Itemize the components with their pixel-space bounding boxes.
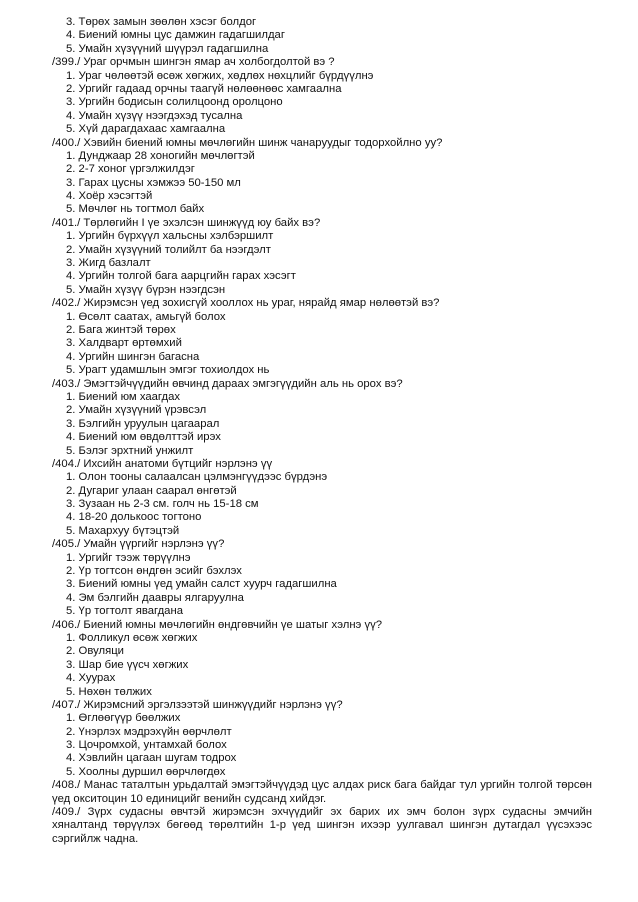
option-item: 4. Эм бэлгийн даавры ялгаруулна — [66, 591, 244, 604]
option-item: 5. Мөчлөг нь тогтмол байх — [66, 203, 205, 216]
paragraph-409: /409./ Зүрх судасны өвчтэй жирэмсэн эхчүүдийг эх барих их эмч болон зүрх судасны эмчийн хяналтанд төрүүлэх бөгөөд төрөлтийн 1-р үед шингэн ихээр уулгавал шингэн дутагдал үүсэхээс сэргийлж чадна. — [52, 806, 592, 845]
question-403 — [52, 378, 592, 458]
option-item: 3. Төрөх замын зөөлөн хэсэг болдог — [66, 16, 257, 28]
option-item: 4. Ургийн шингэн багасна — [66, 350, 200, 363]
option-item: 2. Ургийг гадаад орчны таагүй нөлөөнөөс хамгаална — [66, 82, 342, 95]
question-text: /404./ Ихсийн анатоми бүтцийг нэрлэнэ үү — [52, 457, 273, 470]
option-item: 3. Цочромхой, унтамхай болох — [66, 739, 227, 752]
option-item: 5. Махархуу бүтэцтэй — [66, 524, 180, 537]
question-text: /399./ Ураг орчмын шингэн ямар ач холбогдолтой вэ ? — [52, 56, 335, 69]
option-item: 3. Бэлгийн уруулын цагаарал — [66, 417, 220, 430]
question-402 — [52, 297, 592, 377]
option-item: 3. Шар бие үүсч хөгжих — [66, 658, 189, 671]
option-item: 4. Биений юм өвдөлттэй ирэх — [66, 431, 221, 444]
option-item: 4. Умайн хүзүү нээгдэхэд тусална — [66, 109, 243, 122]
option-item: 2. Умайн хүзүүний толийлт ба нээгдэлт — [66, 243, 271, 256]
option-item: 3. Зузаан нь 2-3 см. голч нь 15-18 см — [66, 498, 259, 511]
option-item: 2. Үр тогтсон өндгөн эсийг бэхлэх — [66, 565, 242, 578]
option-item: 5. Хүй дарагдахаас хамгаална — [66, 123, 226, 136]
option-item: 2. 2-7 хоног үргэлжилдэг — [66, 163, 195, 176]
option-item: 2. Умайн хүзүүний үрэвсэл — [66, 404, 207, 417]
option-item: 1. Ургийн бүрхүүл хальсны хэлбэршилт — [66, 230, 274, 243]
option-item: 4. 18-20 долькоос тогтоно — [66, 511, 202, 524]
option-item: 2. Үнэрлэх мэдрэхүйн өөрчлөлт — [66, 725, 232, 738]
option-item: 3. Гарах цусны хэмжээ 50-150 мл — [66, 176, 241, 189]
option-item: 1. Фолликул өсөж хөгжих — [66, 631, 198, 644]
option-item: 1. Дунджаар 28 хоногийн мөчлөгтэй — [66, 149, 255, 162]
document-body — [52, 16, 592, 846]
option-item: 5. Үр тогтолт явагдана — [66, 605, 183, 618]
option-item: 5. Умайн хүзүү бүрэн нээгдсэн — [66, 283, 226, 296]
option-item: 4. Хоёр хэсэгтэй — [66, 190, 153, 203]
option-item: 4. Хуурах — [66, 672, 116, 685]
option-item: 1. Өглөөгүүр бөөлжих — [66, 712, 181, 725]
question-text: /403./ Эмэгтэйчүүдийн өвчинд дараах эмгэгүүдийн аль нь орох вэ? — [52, 377, 403, 390]
option-item: 4. Биений юмны цус дамжин гадагшилдаг — [66, 29, 285, 42]
option-item: 5. Бэлэг эрхтний унжилт — [66, 444, 194, 457]
option-item: 2. Бага жинтэй төрөх — [66, 323, 176, 336]
option-item: 3. Халдварт өртөмхий — [66, 337, 182, 350]
question-407 — [52, 699, 592, 779]
option-item: 2. Овуляци — [66, 645, 124, 658]
question-text: /405./ Умайн үүргийг нэрлэнэ үү? — [52, 538, 225, 551]
question-text: /401./ Төрлөгийн I үе эхэлсэн шинжүүд юу байх вэ? — [52, 216, 321, 229]
option-item: 4. Хэвлийн цагаан шугам тодрох — [66, 752, 237, 765]
top-option-list — [52, 16, 592, 56]
option-item: 5. Нөхөн төлжих — [66, 685, 152, 698]
option-item: 1. Өсөлт саатах, амьгүй болох — [66, 310, 226, 323]
question-text: /406./ Биений юмны мөчлөгийн өндгөвчийн үе шатыг хэлнэ үү? — [52, 618, 383, 631]
question-401 — [52, 217, 592, 297]
option-item: 3. Жигд базлалт — [66, 257, 151, 270]
option-item: 4. Ургийн толгой бага аарцгийн гарах хэсэгт — [66, 270, 296, 283]
option-item: 1. Олон тооны салаалсан цэлмэнгүүдээс бүрдэнэ — [66, 471, 328, 484]
option-item: 1. Ургийг тээж төрүүлнэ — [66, 551, 191, 564]
option-item: 5. Урагт удамшлын эмгэг тохиолдох нь — [66, 364, 270, 377]
option-item: 1. Ураг чөлөөтэй өсөж хөгжих, хөдлөх нөхцлийг бүрдүүлнэ — [66, 69, 374, 82]
question-404 — [52, 458, 592, 538]
question-text: /400./ Хэвийн биений юмны мөчлөгийн шинж чанаруудыг тодорхойлно уу? — [52, 136, 443, 149]
question-text: /402./ Жирэмсэн үед зохисгүй хооллох нь ураг, нярайд ямар нөлөөтэй вэ? — [52, 297, 440, 310]
option-item: 3. Биений юмны үед умайн салст хуурч гадагшилна — [66, 578, 337, 591]
question-406 — [52, 619, 592, 699]
question-400 — [52, 137, 592, 217]
option-item: 5. Хоолны дуршил өөрчлөгдөх — [66, 765, 226, 778]
paragraph-408: /408./ Манас таталтын урьдалтай эмэгтэйчүүдэд цус алдах риск бага байдаг тул ургийн толгой төрсөн үед окситоцин 10 единицийг венийн судсанд хийдэг. — [52, 779, 592, 805]
option-item: 5. Умайн хүзүүний шүүрэл гадагшилна — [66, 42, 269, 55]
question-399 — [52, 56, 592, 136]
question-405 — [52, 538, 592, 618]
option-item: 2. Дугариг улаан саарал өнгөтэй — [66, 484, 237, 497]
option-item: 1. Биений юм хаагдах — [66, 390, 181, 403]
question-text: /407./ Жирэмсний эргэлзээтэй шинжүүдийг нэрлэнэ үү? — [52, 698, 343, 711]
option-item: 3. Ургийн бодисын солилцоонд оролцоно — [66, 96, 283, 109]
